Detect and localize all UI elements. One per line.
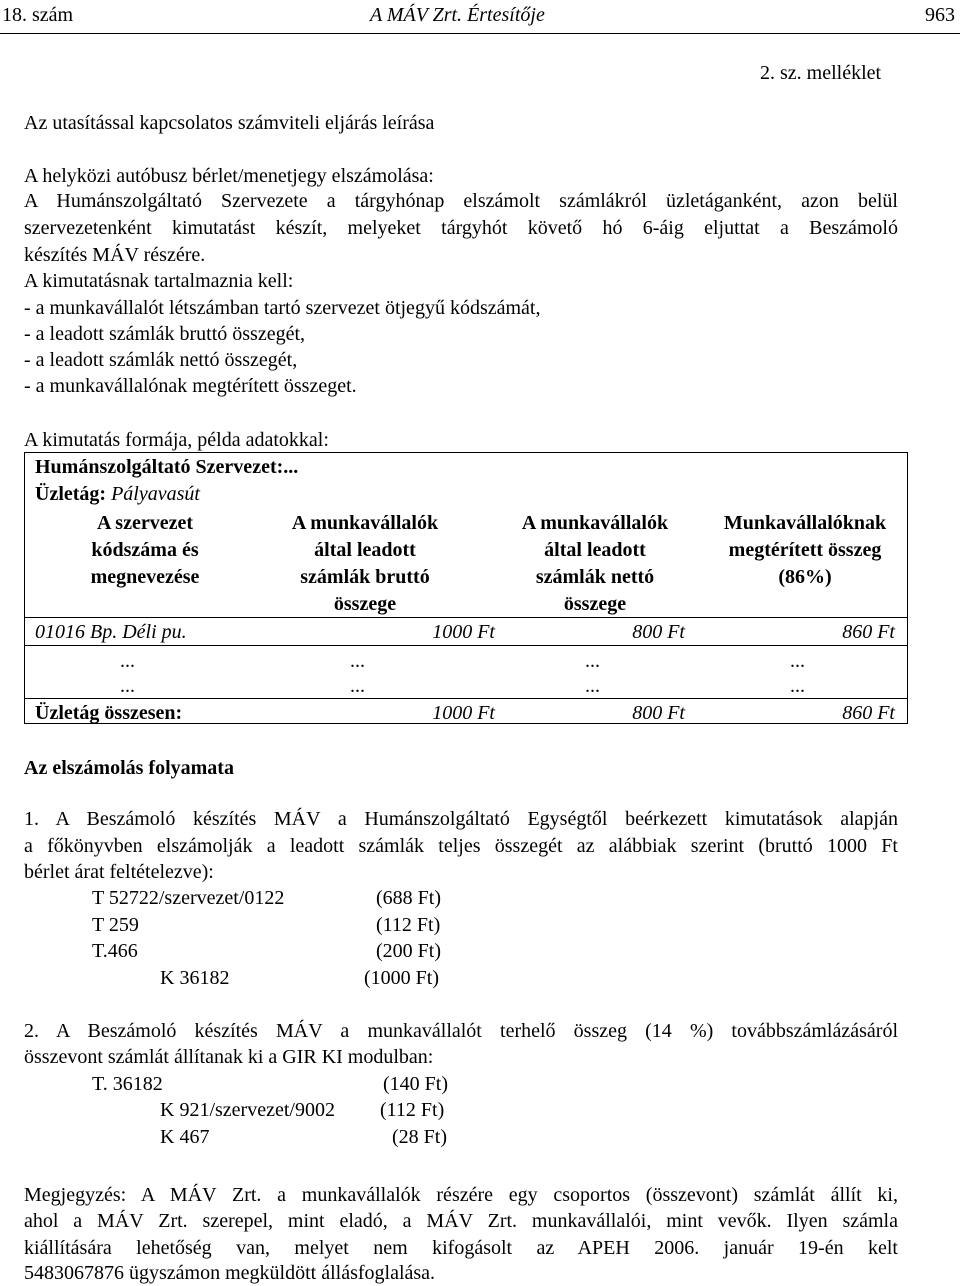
column-header-line: A szervezet (96, 512, 194, 534)
journal-account: T 259 (92, 914, 139, 936)
column-header-line: (86%) (778, 566, 832, 588)
column-header (480, 510, 710, 618)
journal-amount: (112 Ft) (376, 914, 441, 936)
cell-org: ... (120, 675, 135, 697)
journal-account: T.466 (92, 940, 138, 962)
content-item: - a leadott számlák bruttó összegét, (24, 323, 306, 345)
step1-line: 1. A Beszámoló készítés MÁV a Humánszolgáltató Egységtől beérkezett kimutatások alapján (24, 808, 898, 830)
section1-para-line: készítés MÁV részére. (24, 244, 206, 266)
org-label: Humánszolgáltató Szervezet:... (35, 456, 299, 478)
note-line: kiállítására lehetőség van, melyet nem kifogásolt az APEH 2006. január 19-én kelt (24, 1237, 898, 1259)
journal-account: K 921/szervezet/9002 (160, 1099, 335, 1121)
total-gross: 1000 Ft (432, 702, 495, 724)
content-intro: A kimutatásnak tartalmaznia kell: (24, 270, 294, 292)
annex-label: 2. sz. melléklet (760, 62, 882, 84)
total-row (25, 700, 907, 726)
cell-net: ... (585, 650, 600, 672)
cell-gross: ... (350, 650, 365, 672)
step1-line: bérlet árat feltételezve): (24, 861, 214, 883)
column-header-line: Munkavállalóknak (723, 512, 887, 534)
page-number: 963 (925, 4, 955, 26)
total-label: Üzletág összesen: (35, 702, 183, 724)
column-header-line: által leadott (314, 539, 416, 561)
publication-title: A MÁV Zrt. Értesítője (370, 4, 545, 26)
issue-number: 18. szám (2, 4, 74, 26)
note-line: Megjegyzés: A MÁV Zrt. a munkavállalók részére egy csoportos (összevont) számlát állít ki, (24, 1184, 898, 1206)
table-row (25, 619, 907, 645)
column-header (255, 510, 475, 618)
step2-line: 2. A Beszámoló készítés MÁV a munkavállalót terhelő összeg (14 %) továbbszámlázásáról (24, 1020, 898, 1042)
column-header-line: A munkavállalók (291, 512, 439, 534)
table-row (25, 673, 907, 699)
content-item: - a munkavállalót létszámban tartó szervezet ötjegyű kódszámát, (24, 297, 541, 319)
branch-line (35, 481, 917, 507)
column-header-line: összege (563, 593, 627, 615)
cell-refund: 860 Ft (842, 621, 895, 643)
column-header (45, 510, 245, 591)
table-row (25, 648, 907, 674)
journal-amount: (28 Ft) (392, 1126, 447, 1148)
branch-value: Pályavasút (111, 483, 200, 505)
step2-line: összevont számlát állítanak ki a GIR KI modulban: (24, 1046, 434, 1068)
column-header-line: megnevezése (90, 566, 200, 588)
journal-amount: (112 Ft) (380, 1099, 445, 1121)
row-divider (25, 617, 907, 618)
summary-table (24, 452, 908, 724)
note-line: ahol a MÁV Zrt. szerepel, mint eladó, a MÁV Zrt. munkavállalói, mint vevők. Ilyen számla (24, 1210, 898, 1232)
cell-net: ... (585, 675, 600, 697)
column-header-line: A munkavállalók (521, 512, 669, 534)
section2-heading: Az elszámolás folyamata (24, 757, 234, 779)
journal-amount: (1000 Ft) (364, 967, 439, 989)
row-divider (25, 698, 907, 699)
journal-account: T 52722/szervezet/0122 (92, 887, 285, 909)
column-header-line: megtérített összeg (728, 539, 882, 561)
cell-refund: ... (790, 675, 805, 697)
content-item: - a munkavállalónak megtérített összeget. (24, 375, 357, 397)
form-intro: A kimutatás formája, példa adatokkal: (24, 429, 329, 451)
header-rule (0, 33, 960, 34)
column-header (700, 510, 910, 591)
total-net: 800 Ft (632, 702, 685, 724)
column-header-line: összege (333, 593, 397, 615)
column-header-line: kódszáma és (91, 539, 199, 561)
section1-heading: A helyközi autóbusz bérlet/menetjegy elszámolása: (24, 165, 434, 187)
journal-account: T. 36182 (92, 1073, 163, 1095)
step1-line: a főkönyvben elszámolják a leadott számlák teljes összegét az alábbiak szerint (bruttó 1000 Ft (24, 835, 898, 857)
cell-org: ... (120, 650, 135, 672)
cell-net: 800 Ft (632, 621, 685, 643)
column-header-line: számlák bruttó (300, 566, 430, 588)
document-title: Az utasítással kapcsolatos számviteli eljárás leírása (24, 112, 435, 134)
total-refund: 860 Ft (842, 702, 895, 724)
content-item: - a leadott számlák nettó összegét, (24, 349, 298, 371)
journal-amount: (140 Ft) (383, 1073, 448, 1095)
cell-gross: 1000 Ft (432, 621, 495, 643)
table-header-row (25, 510, 907, 617)
section1-para-line: A Humánszolgáltató Szervezete a tárgyhónap elszámolt számlákról üzletáganként, azon belül (24, 190, 898, 212)
cell-org: 01016 Bp. Déli pu. (35, 621, 187, 643)
column-header-line: által leadott (544, 539, 646, 561)
journal-amount: (200 Ft) (376, 940, 441, 962)
journal-amount: (688 Ft) (376, 887, 441, 909)
section1-para-line: szervezetenként kimutatást készít, melyeket tárgyhót követő hó 6-áig eljuttat a Beszámoló (24, 217, 898, 239)
cell-refund: ... (790, 650, 805, 672)
journal-account: K 467 (160, 1126, 210, 1148)
note-line: 5483067876 ügyszámon megküldött állásfoglalása. (24, 1262, 436, 1284)
journal-account: K 36182 (160, 967, 230, 989)
column-header-line: számlák nettó (535, 566, 655, 588)
branch-label: Üzletág: (35, 483, 107, 505)
cell-gross: ... (350, 675, 365, 697)
row-divider (25, 645, 907, 646)
